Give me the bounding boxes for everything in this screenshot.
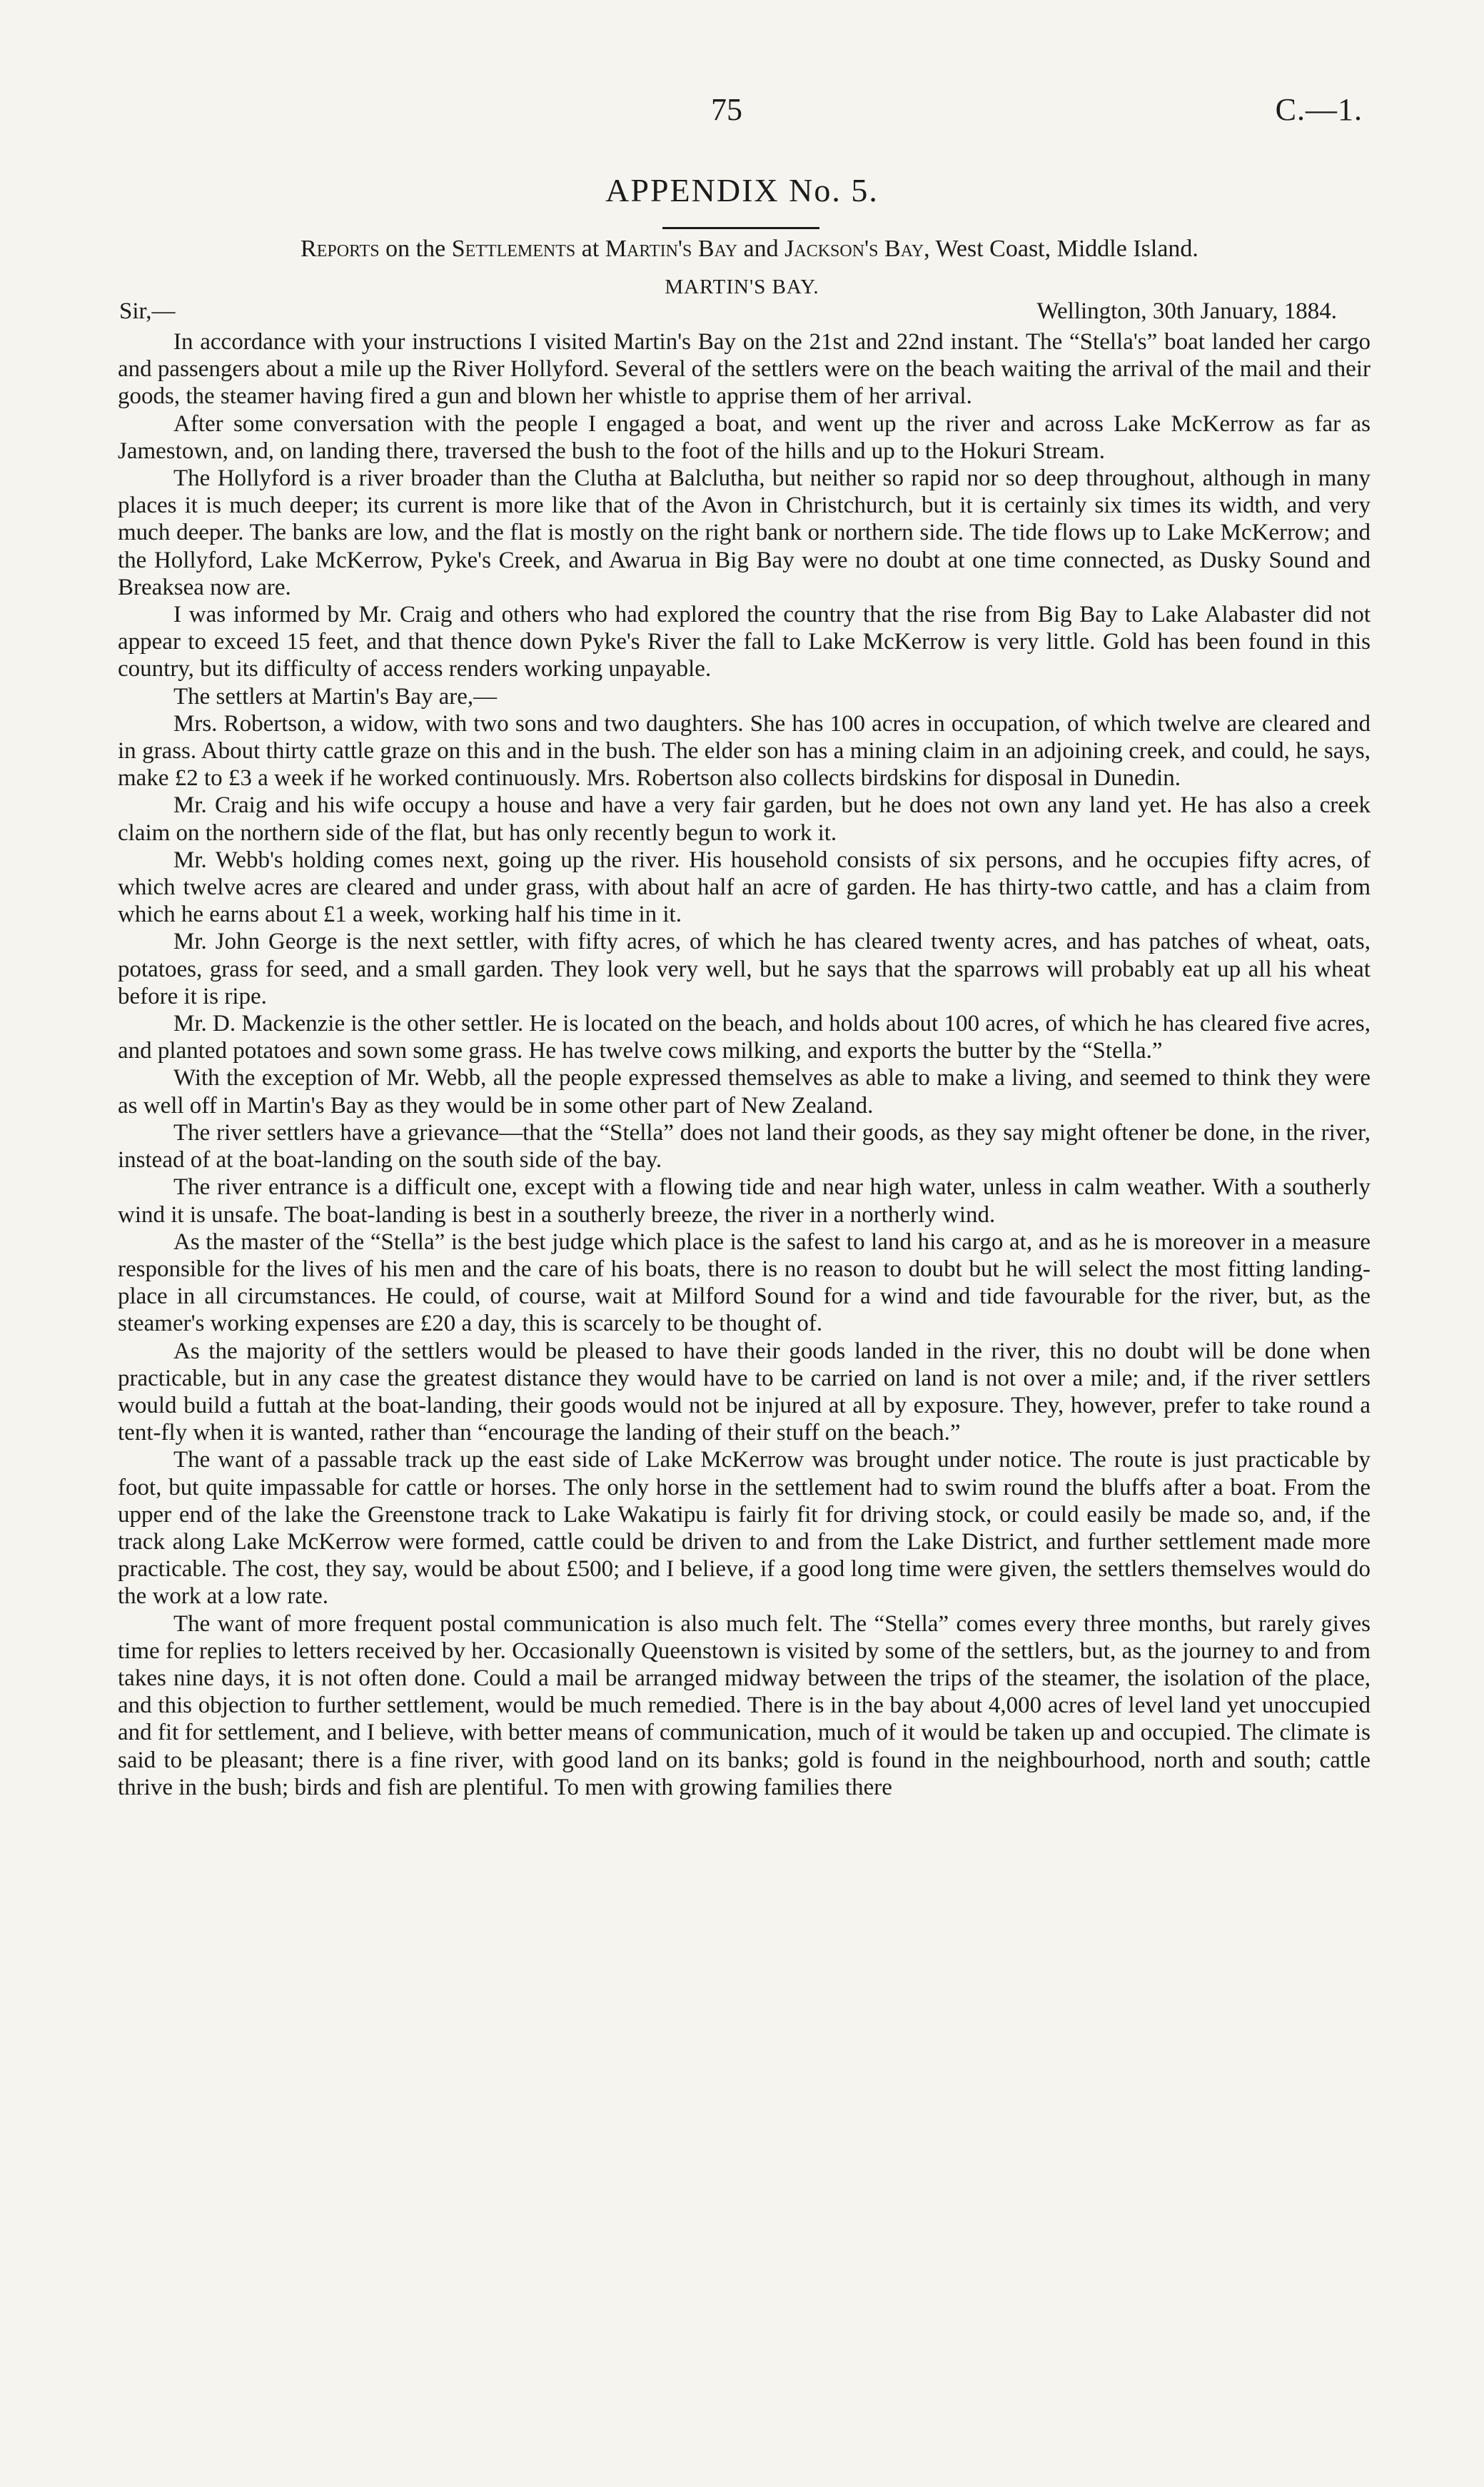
paragraph: I was informed by Mr. Craig and others who had explored the country that the rise from Big Bay to Lake Alabaster did not appear to exceed 15 feet, and that thence down Pyke's River the fall to Lake McKerrow is very little. Gold has been found in this country, but its difficulty of access renders working unpayable. [118,602,1371,682]
title-rule [662,227,819,229]
heading-word: and [743,236,779,262]
heading-word: Martin's Bay [605,236,738,262]
paragraph: The river entrance is a difficult one, except with a flowing tide and near high water, unless in calm weather. With a southerly wind it is unsafe. The boat-landing is best in a southerly breeze, the river in a northerly wind. [118,1174,1371,1228]
paragraph: Mrs. Robertson, a widow, with two sons and two daughters. She has 100 acres in occupation, of which twelve are cleared and in grass. About thirty cattle graze on this and in the bush. The elder son has a mining claim in an adjoining creek, and could, he says, make £2 to £3 a week if he worked continuously. Mrs. Robertson also collects birdskins for disposal in Dunedin. [118,710,1371,792]
page-number: 75 [711,92,742,127]
appendix-title: APPENDIX No. 5. [605,172,879,208]
paragraph: The want of a passable track up the east side of Lake McKerrow was brought under notice. The route is just practicable by foot, but quite impassable for cattle or horses. The only horse in the settlement had to swim round the bluffs after a boat. From the upper end of the lake the Greenstone track to Lake Wakatipu is fairly fit for driving stock, or could easily be made so, and, if the track along Lake McKerrow were formed, cattle could be driven to and from the Lake District, and further settlement made more practicable. The cost, they say, would be about £500; and I believe, if a good long time were given, the settlers themselves would do the work at a low rate. [118,1447,1371,1610]
paragraph: Mr. John George is the next settler, with fifty acres, of which he has cleared twenty acres, and has patches of wheat, oats, potatoes, grass for seed, and a small garden. They look very well, but he says that the sparrows will probably eat up all his wheat before it is ripe. [118,929,1371,1009]
paragraph: The want of more frequent postal communication is also much felt. The “Stella” comes every three months, but rarely gives time for replies to letters received by her. Occasionally Queenstown is visited by some of the settlers, but, as the journey to and from takes nine days, it is not often done. Could a mail be arranged midway between the trips of the steamer, the isolation of the place, and this objection to further settlement, would be much remedied. There is in the bay about 4,000 acres of level land yet unoccupied and fit for settlement, and I believe, with better means of communication, much of it would be taken up and occupied. The climate is said to be pleasant; there is a fine river, with good land on its banks; gold is found in the neighbourhood, north and south; cattle thrive in the bush; birds and fish are plentiful. To men with growing families there [118,1610,1371,1800]
paragraph: With the exception of Mr. Webb, all the people expressed themselves as able to make a living, and seemed to think they were as well off in Martin's Bay as they would be in some other part of New Zealand. [118,1065,1371,1119]
paragraph: The river settlers have a grievance—that the “Stella” does not land their goods, as they say might oftener be done, in the river, instead of at the boat-landing on the south side of the bay. [118,1119,1371,1174]
paragraph: Mr. D. Mackenzie is the other settler. He is located on the beach, and holds about 100 acres, of which he has cleared five acres, and planted potatoes and sown some grass. He has twelve cows milking, and exports the butter by the “Stella.” [118,1011,1371,1064]
reports-heading [118,236,1381,263]
paragraph: The Hollyford is a river broader than the Clutha at Balclutha, but neither so rapid nor so deep throughout, although in many places it is much deeper; its current is more like that of the Avon in Christchurch, but it is certainly six times its width, and very much deeper. The banks are low, and the flat is mostly on the right bank or northern side. The tide flows up to Lake McKerrow; and the Hollyford, Lake McKerrow, Pyke's Creek, and Awarua in Big Bay were no doubt at one time connected, as Dusky Sound and Breaksea now are. [118,465,1371,600]
heading-word: Settlements [451,236,576,262]
heading-word: on the [385,236,446,262]
paragraph: The settlers at Martin's Bay are,— [173,683,498,710]
salutation: Sir,— [119,298,176,324]
paragraph: As the master of the “Stella” is the best judge which place is the safest to land his cargo at, and as he is moreover in a measure responsible for the lives of his men and the care of his boats, there is no reason to doubt but he will select the most fitting landing-place in all circumstances. He could, of course, wait at Milford Sound for a wind and tide favourable for the river, but, as the steamer's working expenses are £20 a day, this is scarcely to be thought of. [118,1229,1371,1337]
dateline: Wellington, 30th January, 1884. [1036,298,1337,324]
section-heading: MARTIN'S BAY. [665,276,819,298]
paragraph: After some conversation with the people I engaged a boat, and went up the river and across Lake McKerrow as far as Jamestown, and, on landing there, traversed the bush to the foot of the hills and up to the Hokuri Stream. [118,410,1371,464]
heading-word: , West Coast, Middle Island. [924,236,1198,262]
paragraph: In accordance with your instructions I visited Martin's Bay on the 21st and 22nd instant. The “Stella's” boat landed her cargo and passengers about a mile up the River Hollyford. Several of the settlers were on the beach waiting the arrival of the mail and their goods, the steamer having fired a gun and blown her whistle to apprise them of her arrival. [118,329,1371,410]
heading-word: at [581,236,600,262]
paragraph: Mr. Webb's holding comes next, going up the river. His household consists of six persons, and he occupies fifty acres, of which twelve acres are cleared and under grass, with about half an acre of garden. He has thirty-two cattle, and has a claim from which he earns about £1 a week, working half his time in it. [118,847,1371,928]
heading-word: Reports [301,236,380,262]
paragraph: Mr. Craig and his wife occupy a house and have a very fair garden, but he does not own any land yet. He has also a creek claim on the northern side of the flat, but has only recently begun to work it. [118,792,1371,846]
paragraph: As the majority of the settlers would be pleased to have their goods landed in the river, this no doubt will be done when practicable, but in any case the greatest distance they would have to be carried on land is not over a mile; and, if the river settlers would build a futtah at the boat-landing, their goods would not be injured at all by exposure. They, however, prefer to take round a tent-fly when it is wanted, rather than “encourage the landing of their stuff on the beach.” [118,1338,1371,1446]
document-reference: C.—1. [1275,92,1363,127]
report-body [118,328,1371,1801]
heading-word: Jackson's Bay [784,236,924,262]
page-header [0,91,1484,134]
